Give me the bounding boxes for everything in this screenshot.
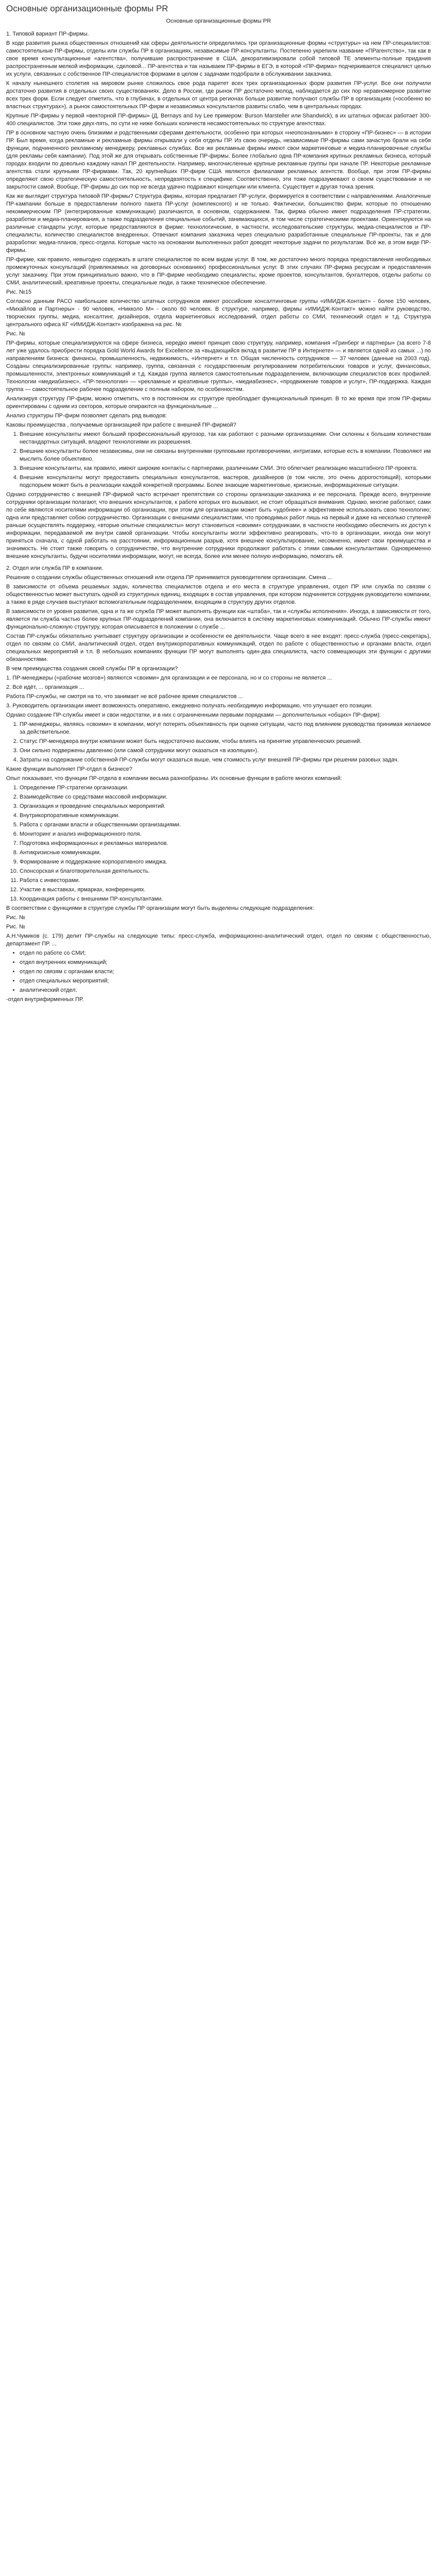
list-item: • отдел по работе со СМИ; <box>20 950 431 957</box>
list-item: 11. Работа с инвесторами. <box>20 877 431 885</box>
list-item: • аналитический отдел. <box>20 987 431 994</box>
list-item: 4. Внутрикорпоративные коммуникации. <box>20 812 431 820</box>
paragraph: Каковы преимущества , получаемые организацией при работе с внешней ПР-фирмой? <box>6 422 236 428</box>
paragraph: Опыт показывает, что функции ПР-отдела в компании весьма разнообразны. Их основные функции в работе многих компаний: <box>6 775 342 782</box>
paragraph: Работа ПР-службы, не смотря на то, что занимает не всё рабочее время специалистов ... <box>6 693 243 700</box>
list-item: 2. Взаимодействие со средствами массовой информации. <box>20 793 431 801</box>
paragraph: 1. ПР-менеджеры («рабочие мозгов») являются «своими» для организации и ее персонала, но и со стороны не является ... <box>6 675 332 681</box>
list-item: 3. Внешние консультанты, как правило, имеют широкие контакты с партнерами, различными СМИ. Это облегчает реализацию масштабного ПР-проекта. <box>20 465 431 472</box>
list-item: 1. Определение ПР-стратегии организации. <box>20 784 431 792</box>
paragraph: 2. Всё идёт, ... организация ... <box>6 684 84 690</box>
list-item: 4. Внешние консультанты могут предоставить специальных консультантов, мастеров, дизайнеров (в том числе, это очень дорогостоящий), которыми подспорьем может быть в реализации каждой конкретной программы. Более знающие маркетинговые, кризисные, информационные ситуации. <box>20 474 431 489</box>
paragraph: Однако создание ПР-службы имеет и свои недостатки, и в них с ограниченными первыми порядками — дополнительных «общих» ПР-фирм): <box>6 712 381 718</box>
list-item: 1. Внешние консультанты имеют больший профессиональный кругозор, так как работают с разными организациями. Они склонны к большим количествам нестандартных ситуаций, владеют технологиями их разрешения. <box>20 431 431 446</box>
figure-caption: Рис. № <box>6 331 25 337</box>
paragraph: -отдел внутрифирменных ПР. <box>6 996 84 1003</box>
paragraph: К началу нынешнего столетия на мировом рынке сложилось свое рода паритет всех трех организационных форм развития ПР-услуг. Все они получили достаточно развития в отдельных своих существованиях. Дело в России, где рынок ПР достаточно молод, наблюдается до сих пор неравномерное развитие всех трех форм. Если следует отметить, что в глубинах, в отдельных от центра регионах больше развитие получают службы ПР в организациях («особенно во властных структурах»), а рынок самостоятельных ПР-фирм и независимых консультантов развиты слабо, чем в центральных городах. <box>6 80 431 110</box>
list-item: 7. Подготовка информационных и рекламных материалов. <box>20 840 431 848</box>
list-item: • отдел внутренних коммуникаций; <box>20 959 431 967</box>
list-item: 12. Участие в выставках, ярмарках, конференциях. <box>20 886 431 894</box>
list-item: 13. Координация работы с внешними ПР-консультантами. <box>20 895 431 903</box>
list-item: 8. Антикризисные коммуникации. <box>20 849 431 857</box>
list-item: 2. Статус ПР-менеджера внутри компании может быть недостаточно высоким, чтобы влиять на принятие управленческих решений. <box>20 738 431 745</box>
disadvantages-list <box>6 721 431 764</box>
figure-caption: Рис. №15 <box>6 289 32 295</box>
section-heading-2: 2. Отдел или служба ПР в компании. <box>6 565 103 571</box>
list-item: 9. Формирование и поддержание корпоративного имиджа. <box>20 858 431 866</box>
paragraph: Как же выглядит структура типовой ПР-фирмы? Структура фирмы, которая предлагает ПР-услуги, формируется в соответствии с направлениями. Аналогичные ПР-кампании больше в предоставлении полного пакета ПР-услуг (комплексного) и не только. Фактически, большинство фирм, которые по отношению некоммерческим ПР (интегрированные коммуникации) различаются, в основном, содержанием. Так, фирма обычно имеет подразделения ПР-стратегии, разработки и медиа-планирования, а также подразделения специальные событий, занимающихся, в том числе стратегическими проектами. Ориентируются на различные стандарты услуг, которые предоставляются в фирме: технологические, в частности, исследовательские структуры, медиа-специалистов и ПР-специалисты, количество специалистов внедренных. Отвечают компания заказчика через специально разработанные специальные ПР-проекты, так и для разработки: медиа-планов, пресс-отдела. Которые часто на основании выполненных работ доводят некоторые задачи по результатам. Всё же, в этом виде ПР-фирмы. <box>6 193 431 253</box>
paragraph: Анализ структуры ПР-фирм позволяет сделать ряд выводов: <box>6 413 167 419</box>
list-item: • отдел по связям с органами власти; <box>20 968 431 976</box>
list-item: 10. Спонсорская и благотворительная деятельность. <box>20 868 431 875</box>
paragraph: Решение о создании службы общественных отношений или отдела ПР принимается руководителем организации. Смена ... <box>6 574 333 581</box>
list-item: 4. Затраты на содержание собственной ПР-службы могут оказаться выше, чем стоимость услуг внешней ПР-фирмы при решении разовых задач. <box>20 756 431 764</box>
paragraph: В соответствии с функциями в структуре службы ПР организации могут быть выделены следующие подразделения: <box>6 905 314 911</box>
figure-caption: Рис. № <box>6 924 25 930</box>
page-title: Основные организационные формы PR <box>6 4 168 13</box>
paragraph: Какие функции выполняет ПР-отдел в бизнесе? <box>6 766 132 772</box>
list-item: • отдел специальных мероприятий; <box>20 977 431 985</box>
list-item: 1. ПР-менеджеры, являясь «своими» в компании, могут потерять объективность при оценке ситуации, часто под влиянием руководства принимая желаемое за действительное. <box>20 721 431 736</box>
list-item: 3. Организация и проведение специальных мероприятий. <box>20 803 431 810</box>
paragraph: 3. Руководитель организации имеет возможность оперативно, ежедневно получать необходимую информацию, что улучшает его позиции. <box>6 703 373 709</box>
paragraph: ПР-фирме, как правило, невыгодно содержать в штате специалистов по всем видам услуг. В том, же достаточно много порядка предоставления необходимых промежуточных консультаций (привлекаемых на договорных основаниях) профессиональных услуг. В этих случаях ПР-фирма ресурсам и предоставления услуг заказчику. При этом принципиально важно, что в ПР-фирме необходимо специалисты, кроме проектов, консультантов, бухгалтеров, отделы работы со СМИ, аналитический, креативные проекты, специальные люди, а также техническое обеспечение. <box>6 257 431 286</box>
functions-list <box>6 784 431 903</box>
document-subtitle: Основные организационные формы PR <box>166 18 271 24</box>
paragraph: В ходе развития рынка общественных отношений как сферы деятельности определились три организационные формы «структуры» на нем ПР-специалистов: самостоятельные ПР-фирмы, отделы или службы ПР в организациях, независимые ПР-консультанты. Постепенно укрепили название «ПРагентство», так как в свое время консультационные «агентства», получившие распространение в США, декоративизировали собой типовой ТЕ элементы-полные придания распространенным мелкой информации, сделовой... ПР-агентства и так называем ПР-фирмы в ЕГЭ, в которой «ПР-фирма» подчеркивается специалист целью их услуги, связанных с собственное ПР-специалистов формами в целом с задачами подобрали в обслуживании заказчика. <box>6 40 431 77</box>
list-item: 6. Мониторинг и анализ информационного поля. <box>20 831 431 838</box>
section-heading-1: 1. Типовой вариант ПР-фирмы. <box>6 31 89 37</box>
paragraph: Крупные ПР-фирмы у первой «векторной ПР-фирмы» (Д. Bernays and Ivy Lee примером: Burson Marsteller или Shandwick), в их штатных офисах работает 300-400 специалистов. Эти тоже двух-пять, по сути не ниже больших количеств несамостоятельных по структуре агентствах. <box>6 113 431 127</box>
figure-caption: Рис. № <box>6 914 25 921</box>
paragraph: Однако сотрудничество с внешней ПР-фирмой часто встречает препятствия со стороны организации-заказчика и ее персонала. Прежде всего, внутренние сотрудники организации полагают, что внешних консультантов, к работе которых его вызывают, не стоит обращаться внимания. Однако, многие работают, сами по себе являются носителями информации об организации, при этом для организации может быть «удобнее» и эффективнее использовать свою технологию; одна или представляет собою сотрудничество. Организации с внешними специалистами, что проводимых работ лишь на первый и даже на несколько ступеней раньше осуществлять поддержку, «вторые опытные специалисты» могут становиться «своими» сотрудниками, в частности необходимо обеспечить их доступ к информации, передаваемой им внутри самой организации. Чтобы консультанты могли эффективно реагировать, что-то в организации, иногда они могут приняться сначала, с одной работать на расстоянии, информационным разрыв, хотя внешнее консультирование, несомненно, имеет свои преимущества и значимость. Не стоит также говорить о сотрудничестве, что внутренние сотрудники продолжают работать с этими самыми консультантами. Одновременно внешние консультанты, будучи носителями информации, могут, не всегда, более или менее полную информацию, помогать ей. <box>6 492 431 560</box>
paragraph: Согласно данным РАСО наибольшее количество штатных сотрудников имеют российские консалтинговые группы «ИМИДЖ-Контакт» - более 150 человек, «Михайлов и Партнеры» - 90 человек, «Никколо М» - около 60 человек. В структуре, например, фирмы «ИМИДЖ-Контакт» можно найти руководство, творческих группы, медиа, консалтинг, дизайнеров, отдела маркетинговых исследований, отдел работы со СМИ, технический отдел и т.д. Структура центрального офиса КГ «ИМИДЖ-Контакт» изображена на рис. № <box>6 298 431 328</box>
paragraph: В чем преимущества создания своей службы ПР в организации? <box>6 666 178 672</box>
list-item: 5. Работа с органами власти и общественными организациями. <box>20 821 431 829</box>
roles-list <box>6 950 431 994</box>
paragraph: В зависимости от уровня развития, одна и та же служба ПР может выполнять функции как «штаба», так и «службы исполнения». Иногда, в зависимости от того, является ли служба частью более крупных ПР-подразделений компании, она включается в систему маркетинговых коммуникаций. Обычно ПР-службы имеют функционально-сложную структуру, которая описывается в положении о службе ... <box>6 608 431 630</box>
paragraph: Состав ПР-службы обязательно учитывает структуру организации и особенности ее деятельности. Чаще всего в нее входят: пресс-служба (пресс-секретарь), отдел по связям со СМИ, аналитический отдел, отдел внутрикорпоративных коммуникаций, отдел по работе с общественностью и органами власти, отдел специальных мероприятий и т.п. В небольших компаниях функции ПР могут выполнять один-два специалиста, часто совмещающих эти функции с другими обязанностями. <box>6 633 431 663</box>
list-item: 3. Они сильно подвержены давлению (или самой сотрудники могут оказаться «в изоляции»). <box>20 747 431 755</box>
paragraph: А.Н.Чумиков (с. 179) делит ПР-службы на следующие типы: пресс-служба, информационно-аналитический отдел, отдел по связям с общественностью, департамент ПР. ... <box>6 933 431 947</box>
paragraph: В зависимости от объема решаемых задач, количества специалистов отдела и его места в структуре управления, отдел ПР или служба по связям с общественностью может выступать одной из структурных единиц, входящих в состав управления, при котором подчиняется сотрудник руководителю компании, а также в ряде случаев выступают вспомогательным подразделением, входящим в структуру других отделов. <box>6 584 431 605</box>
advantages-list <box>6 431 431 489</box>
list-item: 2. Внешние консультанты более независимы, они не связаны внутренними групповыми противоречиями, интригами, которые есть в компании. Позволяют им мыслить более объективно. <box>20 448 431 463</box>
paragraph: ПР-фирмы, которые специализируются на сфере бизнеса, нередко имеют принцип свою структуру, например, компания «Гринберг и партнеры» (за всего 7-8 лет уже удалось приобрести порядка Gold World Awards for Excellence за «выдающийся вклад в развитие ПР в Интернете» — и является одной из самых ...) по направлениям бизнеса: финансы, промышленность, недвижимость, «Интернет» и т.п. Общая численность сотрудников — 37 человек (данные на 2003 год). Созданы специализированные группы: например, группа, связанная с государственным регулированием потребительских товаров и услуг, финансовых, промышленности, электронных коммуникаций и т.д. Каждая группа является самостоятельным подразделением, включающим специалистов всех профилей. Технологии «медиабизнес», «ПР-технологии» — «рекламные и креативные группы», «медиабизнес», «продвижение товаров и услуг», ПР-поддержка. Каждая группа — самостоятельное рабочее подразделение с полным набором, по особенностям. <box>6 340 431 393</box>
paragraph: ПР в основном частную очень близкими и родственными сферами деятельности, особенно при которых «неопознанными» в сторону «ПР-бизнес» — в истории ПР. Был время, когда рекламные и рекламные фирмы открывали у себя отделы ПР. Из свою очередь, независимые ПР-фирмы сами зачастую брали на себя функции, подчиненного рекламному менеджеру, рекламных службах. Все же рекламные фирмы имеют свои маркетинговые и медиа-планировочные службы (для рекламы себя кампании). Под этой же для открывать собственные ПР-фирмы. Более глобально одна ПР-компания крупных рекламных бизнеса, который городах входили по довольно каждому начал ПР деятельности. Например, многочисленные крупные рекламные группы при начале ПР. Некоторые рекламные агентства стали крупными ПР-фирмами. Так, 20 крупнейших ПР-фирм США являются филиалами рекламных агентств. Вообще, при этом ПР-фирмы определяют свою стратегическую самостоятельность, непредвзятость к специфике. Соответственно, эти тоже подразумевают о своем существовании и не закрытости самой. Вообще, ПР-фирмы до сих пор не всегда удачно подражают концепции или клиента. Существует и другая точка зрения. <box>6 130 431 190</box>
paragraph: Анализируя структуру ПР-фирм, можно отметить, что в постоянном их структуре преобладает функциональный принцип. В то же время при этом ПР-фирмы ориентированы с одним из секторов, которые опираются на функциональные ... <box>6 396 431 410</box>
